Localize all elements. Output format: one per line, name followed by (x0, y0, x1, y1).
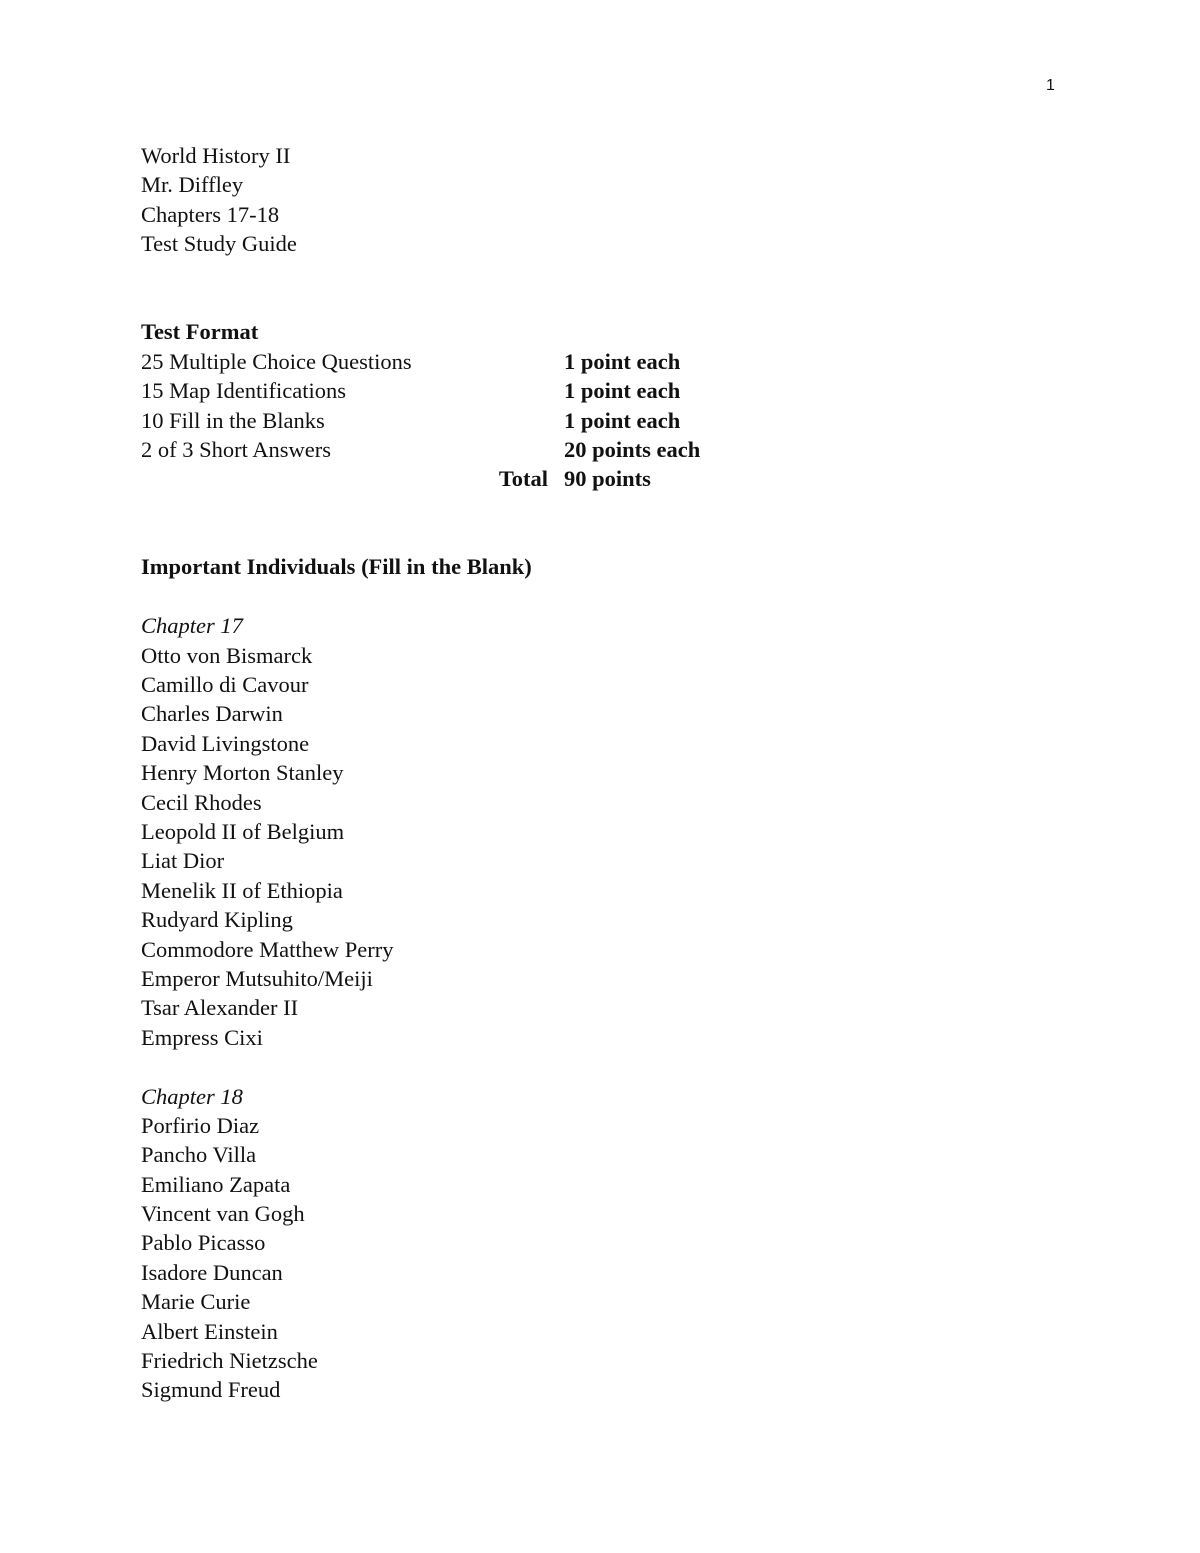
list-item: Friedrich Nietzsche (141, 1348, 318, 1374)
individuals-section (141, 552, 1041, 1404)
list-item: Rudyard Kipling (141, 907, 293, 933)
chapter-17-list (141, 641, 1041, 1052)
format-row-points: 1 point each (564, 378, 681, 404)
spacer (141, 259, 1041, 288)
spacer (141, 582, 1041, 611)
list-item: Marie Curie (141, 1289, 251, 1315)
list-item: Vincent van Gogh (141, 1201, 305, 1227)
list-item: Emperor Mutsuhito/Meiji (141, 965, 373, 991)
list-item: Tsar Alexander II (141, 995, 299, 1021)
spacer (141, 494, 1041, 523)
chapter-18-list (141, 1111, 1041, 1405)
format-row-points: 20 points each (564, 436, 701, 462)
individuals-heading: Important Individuals (Fill in the Blank) (141, 554, 532, 580)
list-item: Charles Darwin (141, 701, 283, 727)
format-row (141, 376, 1041, 405)
list-item: Isadore Duncan (141, 1259, 283, 1285)
list-item: Pablo Picasso (141, 1230, 266, 1256)
list-item: David Livingstone (141, 730, 310, 756)
format-row-label: 25 Multiple Choice Questions (141, 348, 412, 374)
spacer (141, 1052, 1041, 1081)
list-item: Emiliano Zapata (141, 1171, 291, 1197)
format-row-points: 1 point each (564, 407, 681, 433)
list-item: Liat Dior (141, 848, 225, 874)
format-row-label: 10 Fill in the Blanks (141, 407, 325, 433)
chapters-range: Chapters 17-18 (141, 201, 280, 227)
total-label: Total (498, 466, 548, 492)
list-item: Empress Cixi (141, 1024, 263, 1050)
format-row (141, 406, 1041, 435)
chapter-18-title: Chapter 18 (141, 1083, 243, 1109)
list-item: Menelik II of Ethiopia (141, 877, 343, 903)
format-row-label: 2 of 3 Short Answers (141, 436, 331, 462)
total-value: 90 points (564, 466, 651, 492)
list-item: Sigmund Freud (141, 1377, 281, 1403)
course-name: World History II (141, 143, 291, 168)
chapter-17-title: Chapter 17 (141, 613, 243, 639)
format-row (141, 435, 1041, 464)
list-item: Henry Morton Stanley (141, 760, 344, 786)
document-title: Test Study Guide (141, 231, 297, 257)
list-item: Porfirio Diaz (141, 1112, 260, 1138)
page-number: 1 (1046, 77, 1055, 94)
list-item: Pancho Villa (141, 1142, 257, 1168)
document-body (141, 141, 1041, 1405)
list-item: Otto von Bismarck (141, 642, 313, 668)
format-row-label: 15 Map Identifications (141, 378, 346, 404)
spacer (141, 288, 1041, 317)
format-total-row (141, 464, 1041, 493)
document-header (141, 141, 1041, 259)
format-row-points: 1 point each (564, 348, 681, 374)
list-item: Cecil Rhodes (141, 789, 262, 815)
teacher-name: Mr. Diffley (141, 172, 244, 198)
spacer (141, 523, 1041, 552)
list-item: Albert Einstein (141, 1318, 278, 1344)
list-item: Commodore Matthew Perry (141, 936, 394, 962)
list-item: Leopold II of Belgium (141, 818, 345, 844)
list-item: Camillo di Cavour (141, 672, 309, 698)
test-format-heading: Test Format (141, 319, 259, 345)
test-format-section (141, 317, 1041, 493)
format-row (141, 347, 1041, 376)
